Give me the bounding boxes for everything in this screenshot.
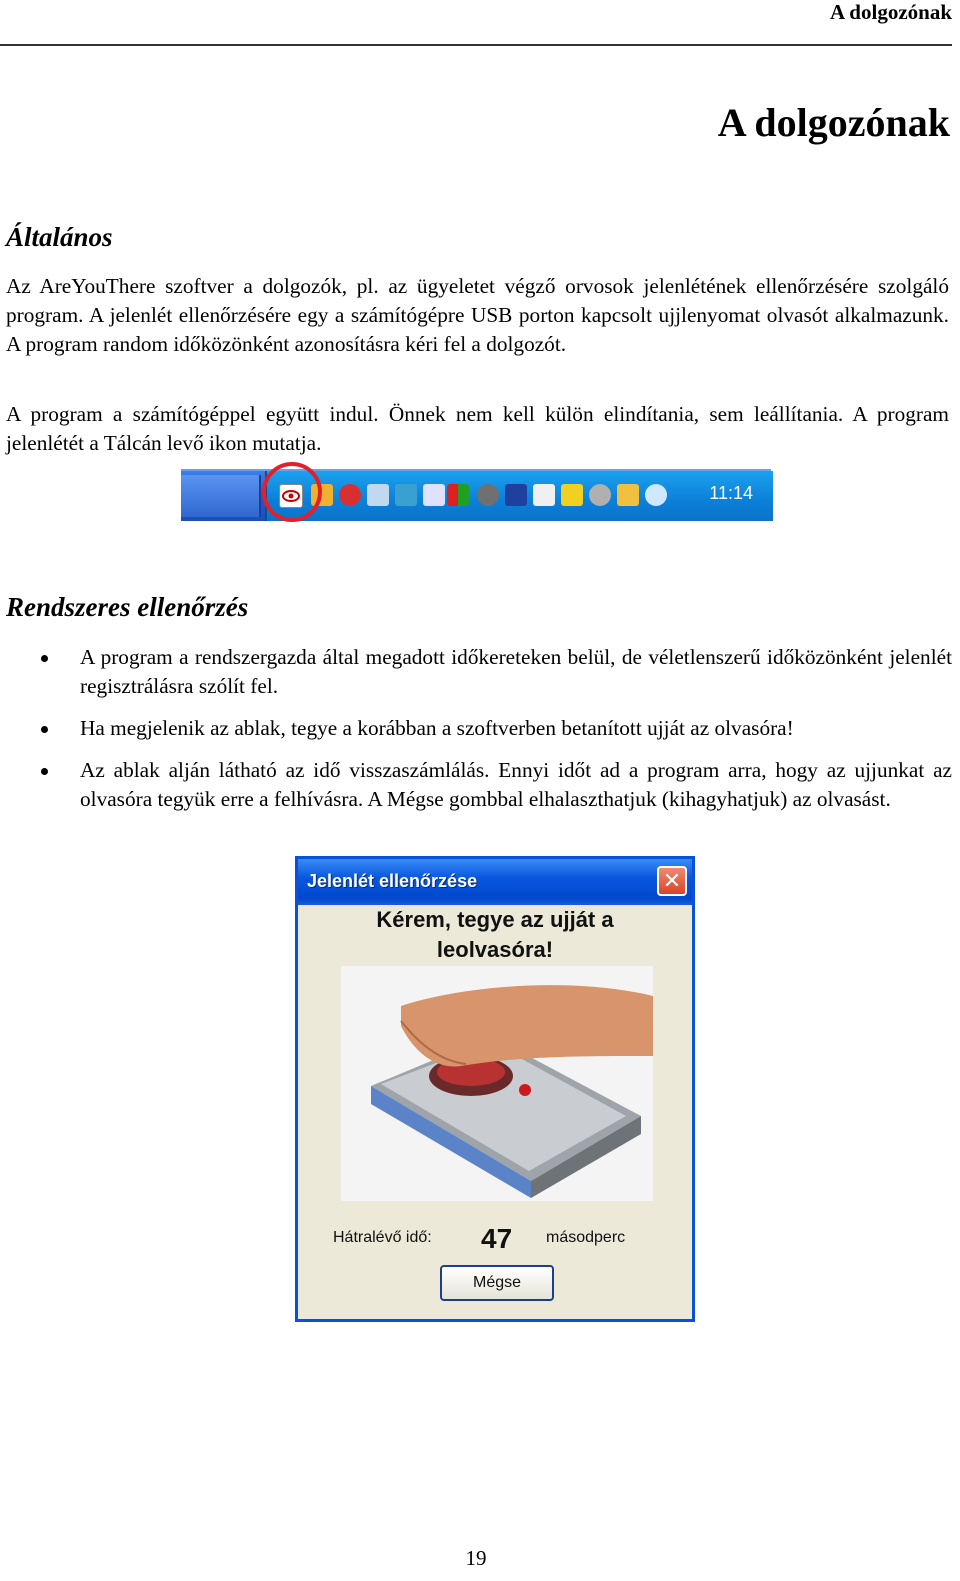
chapter-title: A dolgozónak: [717, 100, 950, 145]
bullet-dot: [41, 768, 48, 775]
tray-icon[interactable]: [589, 484, 611, 506]
tray-clock[interactable]: 11:14: [709, 483, 753, 503]
dialog-title: Jelenlét ellenőrzése: [307, 871, 478, 891]
seconds-label: másodperc: [546, 1229, 626, 1246]
section-title-regular-check: Rendszeres ellenőrzés: [6, 592, 249, 622]
header-rule: [0, 44, 952, 46]
running-header: A dolgozónak: [830, 0, 952, 24]
tray-icon[interactable]: [423, 484, 445, 506]
dialog-prompt: [298, 905, 692, 965]
prompt-line: leolvasóra!: [436, 937, 554, 962]
paragraph-startup: A program a számítógéppel együtt indul. Önnek nem kell külön elindítania, sem leállítania. A program jelenlétét a Tálcán levő ikon mutatja.: [6, 402, 949, 455]
bullet-dot: [41, 655, 48, 662]
tray-icon[interactable]: [477, 484, 499, 506]
taskbar-button[interactable]: [181, 475, 261, 517]
bullet-dot: [41, 726, 48, 733]
bullet-list: [0, 643, 952, 827]
prompt-line: Kérem, tegye az ujját a: [376, 907, 614, 932]
page-number: 19: [465, 1546, 487, 1570]
tray-icon[interactable]: [561, 484, 583, 506]
list-item: Ha megjelenik az ablak, tegye a korábban a szoftverben betanított ujját az olvasóra!: [0, 714, 952, 743]
section-title-general: Általános: [6, 222, 113, 252]
fingerprint-reader-photo: [341, 966, 653, 1201]
tray-icon[interactable]: [533, 484, 555, 506]
tray-icon[interactable]: [617, 484, 639, 506]
tray-icon[interactable]: [339, 484, 361, 506]
list-item: Az ablak alján látható az idő visszaszámlálás. Ennyi időt ad a program arra, hogy az ujjunkat az olvasóra tegyük erre a felhívásra. A Mégse gombbal elhalaszthatjuk (kihagyhatjuk) az olvasást.: [0, 756, 952, 814]
list-item: A program a rendszergazda által megadott időkereteken belül, de véletlenszerű időközönként jelenlét regisztrálásra szólít fel.: [0, 643, 952, 701]
cancel-button[interactable]: Mégse: [440, 1265, 554, 1301]
tray-icon[interactable]: [645, 484, 667, 506]
remaining-time-label: Hátralévő idő:: [333, 1229, 432, 1246]
tray-icon[interactable]: [367, 484, 389, 506]
countdown-value: 47: [481, 1223, 513, 1254]
close-button[interactable]: ✕: [657, 866, 687, 896]
attendance-dialog: [295, 856, 695, 1322]
tray-icon[interactable]: [505, 484, 527, 506]
paragraph-intro: Az AreYouThere szoftver a dolgozók, pl. az ügyeletet végző orvosok jelenlétének ellenőrzésére szolgáló program. A jelenlét ellenőrzésére egy a számítógépre USB porton kapcsolt ujjlenyomat olvasót alkalmazunk. A program random időközönként azonosításra kéri fel a dolgozót.: [6, 274, 949, 356]
system-tray: [265, 471, 773, 521]
tray-icon[interactable]: [447, 484, 469, 506]
tray-icon[interactable]: [395, 484, 417, 506]
dialog-titlebar: [298, 859, 692, 905]
highlight-circle: [262, 462, 322, 522]
